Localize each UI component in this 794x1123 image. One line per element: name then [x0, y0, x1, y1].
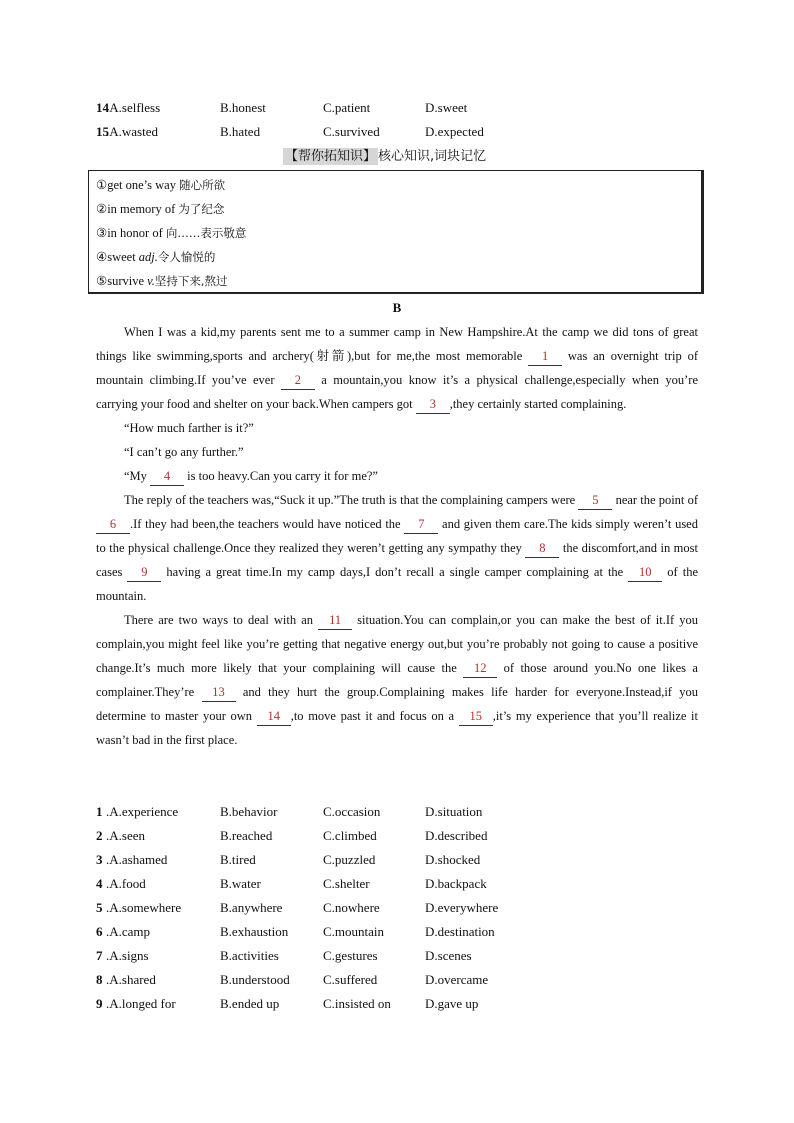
option-a: .A.camp: [106, 924, 151, 939]
vocab-cn: 坚持下来,熬过: [154, 274, 228, 288]
vocab-pos: v.: [147, 274, 155, 288]
option-a: .A.experience: [106, 804, 179, 819]
question-number: 8: [96, 972, 103, 987]
dialogue-line: “I can’t go any further.”: [124, 445, 244, 459]
option-b: B.hated: [220, 124, 261, 139]
question-number: 7: [96, 948, 103, 963]
text: When I was a kid,my parents sent me to a summer camp in New Hampshire.At the camp we did tons of great things like swimming,sports and archery(射箭),but for me,the most memorable: [96, 325, 698, 363]
option-c: C.nowhere: [323, 900, 380, 915]
option-c: C.insisted on: [323, 996, 391, 1011]
text: a mountain,you know it’s a physical challenge,especially when you’re carrying your food and shelter on your back.When campers got: [96, 373, 698, 411]
text: and they hurt the group.Complaining makes life harder for everyone.Instead,if you determine to master your own: [96, 685, 699, 723]
blank-14: 14: [257, 707, 291, 726]
vocab-en: ③in honor of: [96, 226, 166, 240]
option-b: B.understood: [220, 972, 290, 987]
question-number: 3: [96, 852, 103, 867]
text: There are two ways to deal with an: [124, 613, 319, 627]
vocab-item: [96, 221, 246, 245]
passage-paragraph: [96, 488, 698, 608]
option-c: C.climbed: [323, 828, 377, 843]
option-a: .A.somewhere: [106, 900, 182, 915]
blank-6: 6: [96, 515, 130, 534]
option-c: C.gestures: [323, 948, 378, 963]
text: near the point of: [612, 493, 698, 507]
text: is too heavy.Can you carry it for me?”: [184, 469, 378, 483]
option-d: D.backpack: [425, 876, 487, 891]
question-number: 6: [96, 924, 103, 939]
question-number: 5: [96, 900, 103, 915]
vocab-en: ④sweet: [96, 250, 139, 264]
text: the discomfort,and in most cases: [96, 541, 698, 579]
text: ,they certainly started complaining.: [449, 397, 627, 411]
question-number: 15: [96, 124, 109, 139]
option-b: B.anywhere: [220, 900, 283, 915]
option-a: .A.shared: [106, 972, 156, 987]
option-b: B.ended up: [220, 996, 280, 1011]
option-d: D.described: [425, 828, 488, 843]
section-label: B: [392, 300, 402, 315]
option-d: D.overcame: [425, 972, 489, 987]
text: having a great time.In my camp days,I don’t recall a single camper complaining at the: [161, 565, 629, 579]
option-b: B.behavior: [220, 804, 278, 819]
question-number: 1: [96, 804, 103, 819]
blank-15: 15: [459, 707, 493, 726]
text: The reply of the teachers was,“Suck it up.”The truth is that the complaining campers were: [124, 493, 579, 507]
question-number: 4: [96, 876, 103, 891]
question-number: 9: [96, 996, 103, 1011]
option-b: B.honest: [220, 100, 266, 115]
vocab-item: [96, 173, 225, 197]
blank-10: 10: [628, 563, 662, 582]
passage-paragraph: [96, 608, 698, 752]
passage: [96, 320, 698, 752]
option-c: C.mountain: [323, 924, 385, 939]
option-b: B.tired: [220, 852, 256, 867]
vocab-item: [96, 245, 215, 269]
text: ,it’s my experience that you’ll realize it wasn’t bad in the first place.: [96, 709, 699, 747]
text: of those around you.No one likes a complainer.They’re: [96, 661, 698, 699]
option-a: .A.wasted: [106, 124, 158, 139]
text: ,to move past it and focus on a: [290, 709, 459, 723]
blank-11: 11: [318, 611, 352, 630]
knowledge-header: [283, 146, 486, 168]
vocab-cn: 为了纪念: [178, 202, 225, 216]
text: and given them care.The kids simply weren’t used to the physical challenge.Once they realized they weren’t getting any sympathy they: [96, 517, 698, 555]
vocab-cn: 随心所欲: [179, 178, 226, 192]
text: was an overnight trip of mountain climbing.If you’ve ever: [96, 349, 698, 387]
blank-3: 3: [416, 395, 450, 414]
vocab-cn: 向……表示敬意: [165, 226, 247, 240]
option-a: .A.ashamed: [106, 852, 168, 867]
option-d: D.destination: [425, 924, 495, 939]
option-d: D.everywhere: [425, 900, 499, 915]
option-a: .A.longed for: [106, 996, 176, 1011]
option-c: C.survived: [323, 124, 380, 139]
passage-paragraph: [96, 320, 698, 416]
option-d: D.situation: [425, 804, 483, 819]
option-b: B.exhaustion: [220, 924, 289, 939]
text: .If they had been,the teachers would have noticed the: [130, 517, 405, 531]
option-b: B.activities: [220, 948, 279, 963]
option-b: B.water: [220, 876, 261, 891]
blank-9: 9: [127, 563, 161, 582]
option-a: .A.seen: [106, 828, 145, 843]
knowledge-tag: 【帮你拓知识】: [285, 149, 377, 164]
vocab-pos: adj.: [138, 250, 158, 264]
text: situation.You can complain,or you can make the best of it.If you complain,you might feel like you’re getting that negative energy out,but you’re probably not going to cause a positive change.It’s much more likely that your complaining will cause the: [96, 613, 699, 675]
option-d: D.scenes: [425, 948, 472, 963]
text: of the mountain.: [96, 565, 699, 603]
question-number: 14: [96, 100, 109, 115]
option-c: C.suffered: [323, 972, 378, 987]
knowledge-subtitle: 核心知识,词块记忆: [378, 149, 487, 164]
option-b: B.reached: [220, 828, 273, 843]
vocab-en: ①get one’s way: [96, 178, 180, 192]
blank-5: 5: [578, 491, 612, 510]
vocab-cn: 令人愉悦的: [157, 250, 216, 264]
vocab-item: [96, 197, 224, 221]
blank-13: 13: [202, 683, 236, 702]
dialogue-line: [96, 464, 698, 488]
vocab-item: [96, 269, 228, 293]
vocab-en: ②in memory of: [96, 202, 179, 216]
blank-7: 7: [404, 515, 438, 534]
question-number: 2: [96, 828, 103, 843]
option-c: C.patient: [323, 100, 371, 115]
option-d: D.gave up: [425, 996, 479, 1011]
text: “My: [124, 469, 151, 483]
option-a: .A.signs: [106, 948, 149, 963]
blank-4: 4: [150, 467, 184, 486]
blank-8: 8: [525, 539, 559, 558]
vocab-en: ⑤survive: [96, 274, 148, 288]
option-c: C.occasion: [323, 804, 381, 819]
option-a: .A.selfless: [106, 100, 161, 115]
option-a: .A.food: [106, 876, 146, 891]
blank-2: 2: [281, 371, 315, 390]
blank-12: 12: [463, 659, 497, 678]
option-c: C.puzzled: [323, 852, 376, 867]
option-d: D.sweet: [425, 100, 468, 115]
vocab-box: [88, 170, 704, 294]
option-d: D.expected: [425, 124, 484, 139]
dialogue-line: “How much farther is it?”: [124, 421, 254, 435]
option-d: D.shocked: [425, 852, 481, 867]
blank-1: 1: [528, 347, 562, 366]
option-c: C.shelter: [323, 876, 370, 891]
